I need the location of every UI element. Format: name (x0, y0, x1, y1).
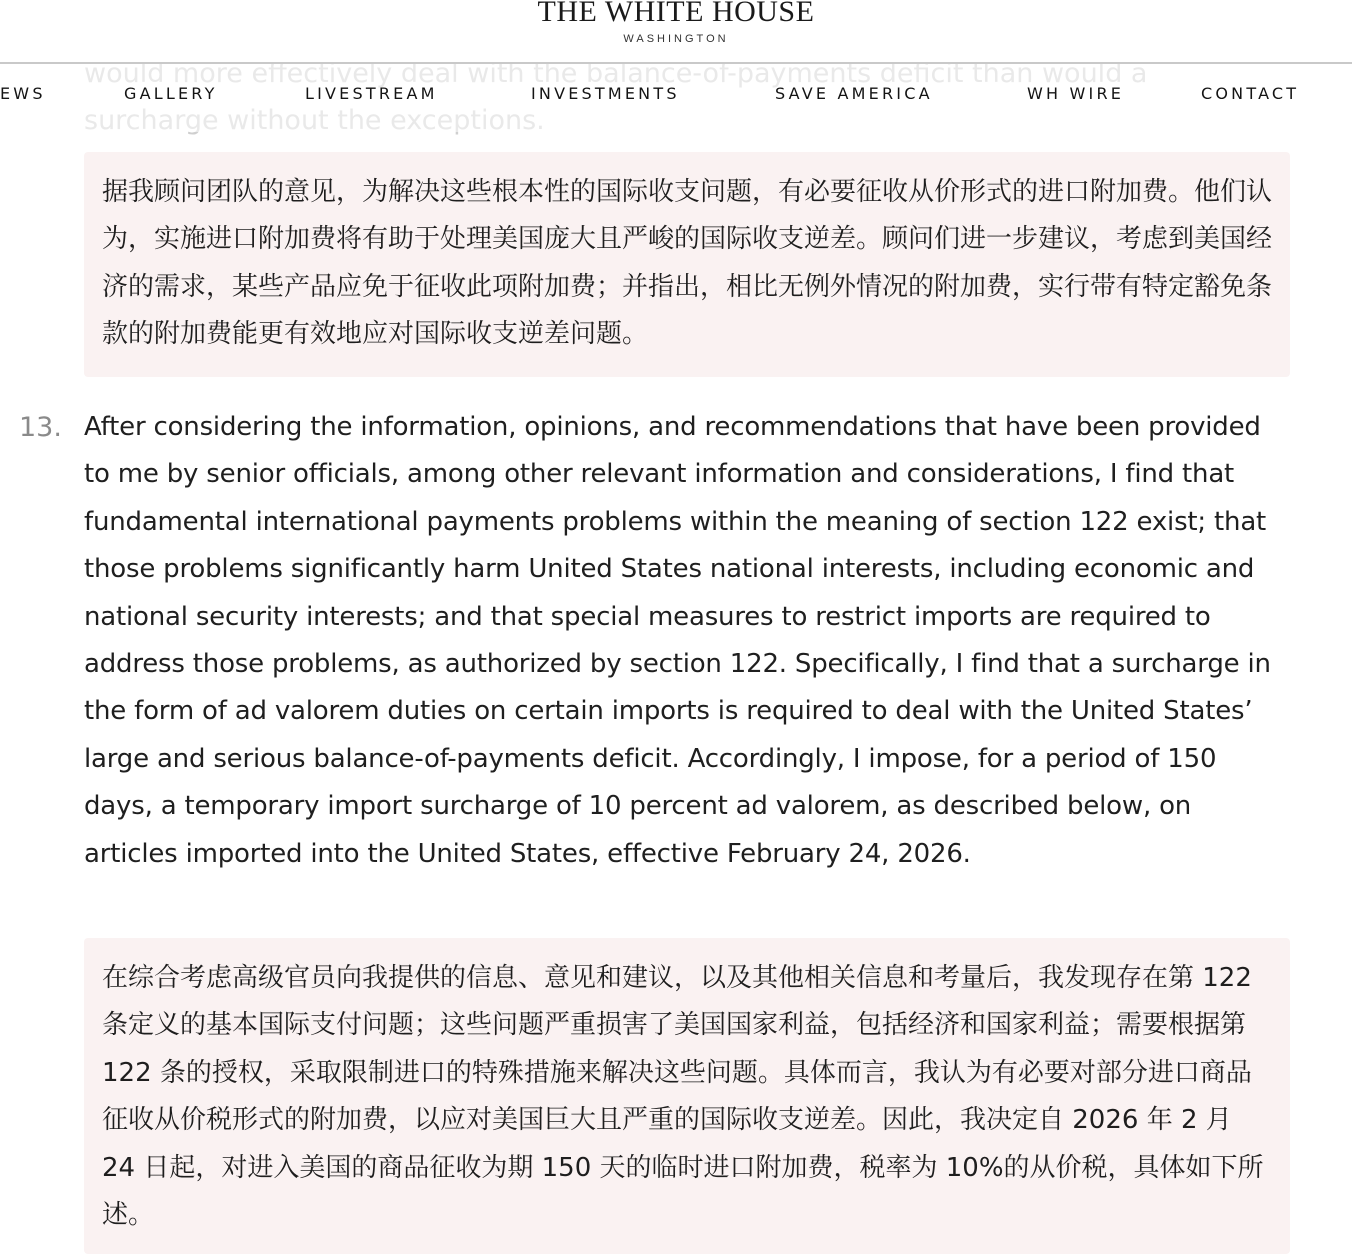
site-logo-title[interactable]: THE WHITE HOUSE (537, 0, 815, 28)
nav-item-wh-wire[interactable]: WH WIRE (1027, 84, 1125, 103)
nav-item-livestream[interactable]: LIVESTREAM (305, 84, 438, 103)
main-navigation (0, 62, 1352, 132)
nav-item-gallery[interactable]: GALLERY (124, 84, 218, 103)
paragraph-text: After considering the information, opinions, and recommendations that have been provided to me by senior officials, among other relevant information and considerations, I find that fundamental international payments problems within the meaning of section 122 exist; that those problems significantly harm United States national interests, including economic and national security interests; and that special measures to restrict imports are required to address those problems, as authorized by section 122. Specifically, I find that a surcharge in the form of ad valorem duties on certain imports is required to deal with the United States’ large and serious balance-of-payments deficit. Accordingly, I impose, for a period of 150 days, a temporary import surcharge of 10 percent ad valorem, as described below, on articles imported into the United States, effective February 24, 2026. (84, 412, 1271, 869)
translation-block: 据我顾问团队的意见，为解决这些根本性的国际收支问题，有必要征收从价形式的进口附加费。他们认为，实施进口附加费将有助于处理美国庞大且严峻的国际收支逆差。顾问们进一步建议，考虑到美国经济的需求，某些产品应免于征收此项附加费；并指出，相比无例外情况的附加费，实行带有特定豁免条款的附加费能更有效地应对国际收支逆差问题。 (84, 152, 1290, 377)
site-header (0, 0, 1352, 64)
nav-item-save-america[interactable]: SAVE AMERICA (775, 84, 933, 103)
paragraph-number: 13. (19, 412, 62, 443)
nav-item-news[interactable]: EWS (0, 84, 46, 103)
site-logo-subtitle: WASHINGTON (623, 33, 729, 45)
nav-item-contact[interactable]: CONTACT (1201, 84, 1300, 103)
translation-block: 在综合考虑高级官员向我提供的信息、意见和建议，以及其他相关信息和考量后，我发现存在第 122 条定义的基本国际支付问题；这些问题严重损害了美国国家利益，包括经济和国家利益；需要根据第 122 条的授权，采取限制进口的特殊措施来解决这些问题。具体而言，我认为有必要对部分进口商品征收从价税形式的附加费，以应对美国巨大且严重的国际收支逆差。因此，我决定自 2026 年 2 月 24 日起，对进入美国的商品征收为期 150 天的临时进口附加费，税率为 10%的从价税，具体如下所述。 (84, 938, 1290, 1254)
nav-item-investments[interactable]: INVESTMENTS (531, 84, 680, 103)
